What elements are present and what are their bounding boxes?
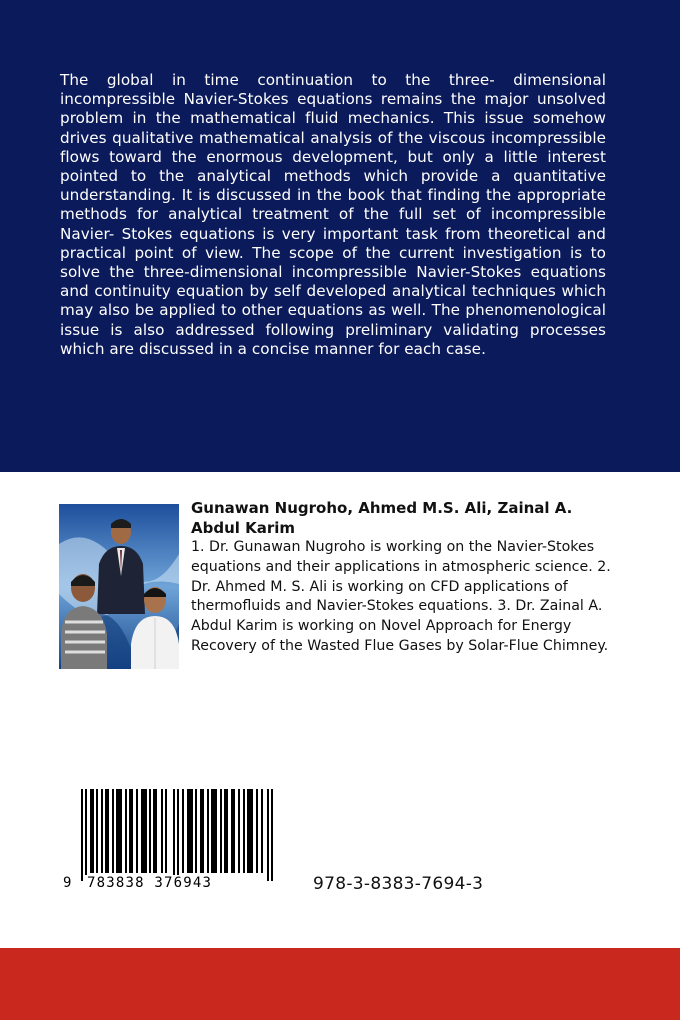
- barcode-first-digit: 9: [63, 875, 72, 891]
- author-names: Gunawan Nugroho, Ahmed M.S. Ali, Zainal A. Abdul Karim: [191, 499, 573, 537]
- blurb-text: The global in time continuation to the three- dimensional incompressible Navier-Stokes equations remains the major unsolved problem in the mathematical fluid mechanics. This issue somehow drives qualitative mathematical analysis of the viscous incompressible flows toward the enormous development, but only a little interest pointed to the analytical methods which provide a quantitative understanding. It is discussed in the book that finding the appropriate methods for analytical treatment of the full set of incompressible Navier- Stokes equations is very important task from theoretical and practical point of view. The scope of the current investigation is to solve the three-dimensional incompressible Navier-Stokes equations and continuity equation by self developed analytical techniques which may also be applied to other equations as well. The phenomenological issue is also addressed following preliminary validating processes which are discussed in a concise manner for each case.: [60, 71, 606, 358]
- author-bio: 1. Dr. Gunawan Nugroho is working on the Navier-Stokes equations and their applications in atmospheric science. 2. Dr. Ahmed M. S. Ali is working on CFD applications of thermofluids and Navier-Stokes equations. 3. Dr. Zainal A. Abdul Karim is working on Novel Approach for Energy Recovery of the Wasted Flue Gases by Solar-Flue Chimney.: [191, 539, 611, 654]
- barcode-bars: [81, 789, 273, 881]
- author-info: [191, 499, 611, 657]
- isbn-number: 978-3-8383-7694-3: [313, 874, 484, 894]
- bottom-color-band: [0, 948, 680, 1020]
- blurb-panel: [0, 0, 680, 472]
- barcode-digits: 783838 376943: [87, 875, 213, 891]
- isbn-barcode: [61, 789, 273, 897]
- authors-photo: [59, 504, 179, 669]
